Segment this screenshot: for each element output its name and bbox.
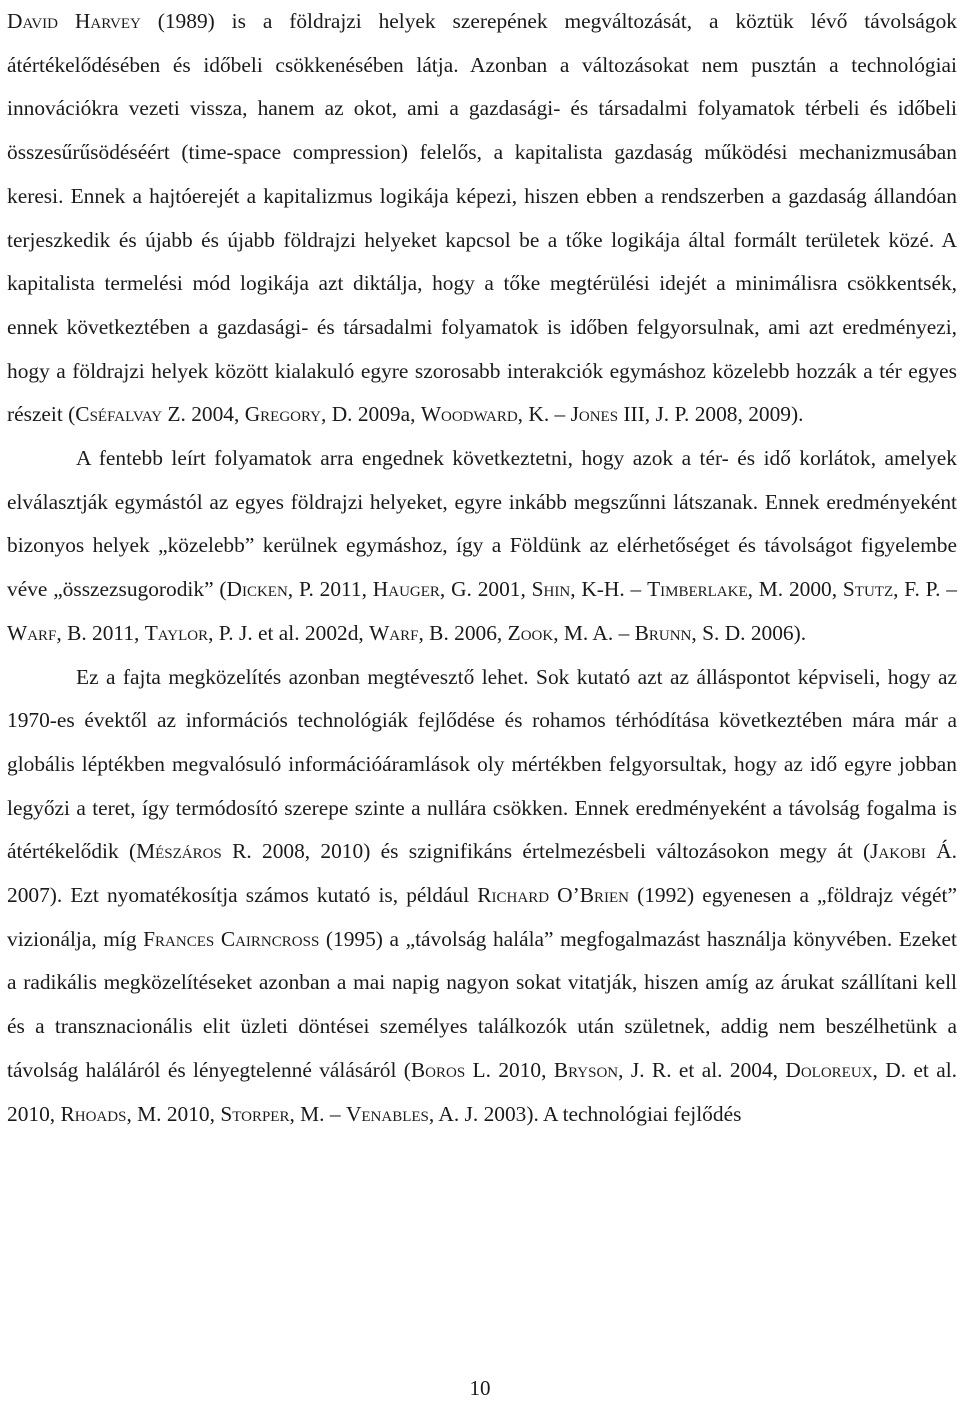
text-run: , G. 2001, [439,577,532,602]
author-name: Hauger [372,577,440,602]
author-name: Shin [531,577,571,602]
text-run: , M. – [289,1101,346,1126]
author-name: Cséfalvay [75,402,163,427]
text-run: , K. – [517,402,571,427]
text-run: , P. 2011, [287,577,373,602]
text-run: (1992) egyenesen a „földrajz végét” vizionálja, míg [7,883,957,951]
author-name: Dicken [226,577,288,602]
author-name: Rhoads [60,1101,127,1126]
text-run: , B. 2011, [56,620,145,645]
text-run: Z. 2004, [162,402,245,427]
author-name: Zook [507,620,554,645]
author-name: Stutz [842,577,894,602]
document-page [7,0,957,1136]
author-name: Taylor [144,620,209,645]
author-name: Jones [570,402,619,427]
text-run: Ez a fajta megközelítés azonban megtévesztő lehet. Sok kutató azt az álláspontot képviseli, hogy az 1970-es évektől az információs technológiák fejlődése és rohamos térhódítása következtében mára már a globális léptékben megvalósuló információáramlások oly mértékben felgyorsultak, hogy az idő egyre jobban legyőzi a teret, így termódosító szerepe szinte a nullára csökken. Ennek eredményeként a távolság fogalma is átértékelődik ( [7,664,957,864]
text-run: A fentebb leírt folyamatok arra engednek következtetni, hogy azok a tér- és idő korlátok, amelyek elválasztják egymástól az egyes földrajzi helyeket, egyre inkább megszűnni látszanak. Ennek eredményeként bizonyos helyek „közelebb” kerülnek egymáshoz, így a Földünk az elérhetőséget és távolságot figyelembe véve „összezsugorodik” ( [7,446,957,602]
text-run: , K-H. – [570,577,648,602]
text-run: , M. 2000, [747,577,843,602]
paragraph [7,656,957,1137]
text-run: Á. 2007). Ezt nyomatékosítja számos kutató is, például [7,839,957,908]
page-number: 10 [469,1376,491,1400]
text-run: R. 2008, 2010) és szignifikáns értelmezésbeli változásokon megy át ( [221,839,871,864]
text-run: , B. 2006, [418,620,508,645]
paragraph [7,0,957,437]
author-name: Bryson [553,1057,619,1082]
author-name: Timberlake [647,577,748,602]
text-run: , F. P. – [893,577,958,602]
author-name: Venables [345,1101,429,1126]
author-name: Warf [7,620,57,645]
paragraph [7,437,957,656]
author-name: Warf [369,620,419,645]
text-run: , S. D. 2006). [691,620,807,645]
text-run: III, J. P. 2008, 2009). [618,402,804,427]
text-run: , D. et al. 2010, [7,1057,957,1126]
author-name: Frances Cairncross [143,926,320,951]
text-run: L. 2010, [465,1057,554,1082]
author-name: Woodward [420,402,518,427]
author-name: Gregory [244,402,321,427]
author-name: Storper [220,1101,290,1126]
text-run: , D. 2009a, [321,402,421,427]
author-name: Richard O’Brien [477,883,629,908]
author-name: David Harvey [7,9,141,33]
text-run: , M. 2010, [126,1101,221,1126]
author-name: Jakobi [870,839,926,864]
text-run: , A. J. 2003). A technológiai fejlődés [428,1101,742,1126]
author-name: Brunn [634,620,692,645]
author-name: Mészáros [136,839,222,864]
text-run: (1995) a „távolság halála” megfogalmazást használja könyvében. Ezeket a radikális megközelítéseket azonban a mai napig nagyon sokat vitatják, hiszen amíg az árukat szállítani kell és a transznacionális elit üzleti döntései személyes találkozók után születnek, addig nem beszélhetünk a távolság haláláról és lényegtelenné válásáról ( [7,926,957,1082]
text-run: , J. R. et al. 2004, [618,1057,786,1082]
body-text [7,0,957,1136]
author-name: Doloreux [785,1057,873,1082]
author-name: Boros [410,1057,466,1082]
text-run: , P. J. et al. 2002d, [208,620,370,645]
text-run: , M. A. – [553,620,635,645]
text-run: (1989) is a földrajzi helyek szerepének megváltozását, a köztük lévő távolságok átértékelődésében és időbeli csökkenésében látja. Azonban a változásokat nem pusztán a technológiai innovációkra vezeti vissza, hanem az okot, ami a gazdasági- és társadalmi folyamatok térbeli és időbeli összesűrűsödéséért (time-space compression) felelős, a kapitalista gazdaság működési mechanizmusában keresi. Ennek a hajtóerejét a kapitalizmus logikája képezi, hiszen ebben a rendszerben a gazdaság állandóan terjeszkedik és újabb és újabb földrajzi helyeket kapcsol be a tőke logikája által formált területek közé. A kapitalista termelési mód logikája azt diktálja, hogy a tőke megtérülési idejét a minimálisra csökkentsék, ennek következtében a gazdasági- és társadalmi folyamatok is időben felgyorsulnak, ami azt eredményezi, hogy a földrajzi helyek között kialakuló egyre szorosabb interakciók egymáshoz közelebb hozzák a tér egyes részeit ( [7,9,957,427]
